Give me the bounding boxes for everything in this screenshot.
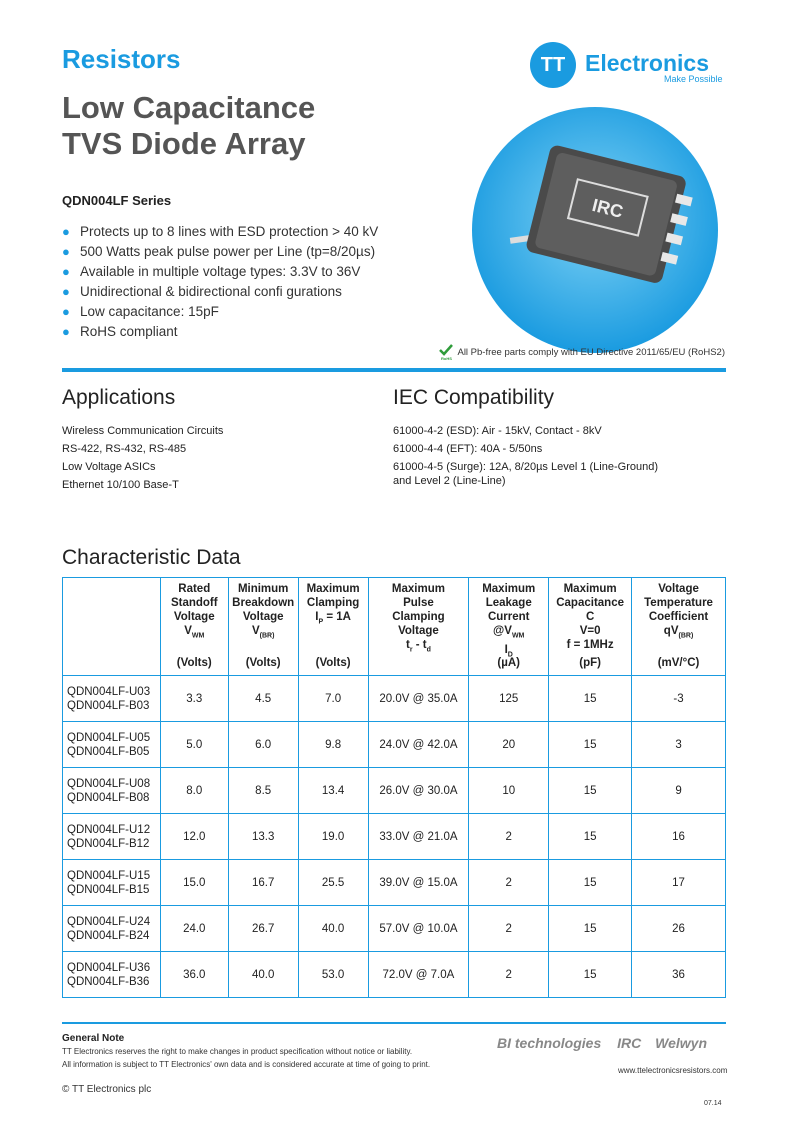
- bullet-icon: ●: [62, 244, 70, 259]
- part-number-cell: QDN004LF-U03 QDN004LF-B03: [63, 676, 161, 722]
- header-unit: (Volts): [245, 657, 281, 669]
- characteristic-heading: Characteristic Data: [62, 546, 241, 569]
- part-number-header: [63, 578, 161, 676]
- header-line: Maximum: [391, 583, 445, 595]
- header-line: Breakdown: [232, 597, 295, 609]
- part-number-cell: QDN004LF-U15 QDN004LF-B15: [63, 860, 161, 906]
- header-unit: (mV/°C): [657, 657, 700, 669]
- header-line: Voltage: [173, 611, 215, 623]
- general-note-line: TT Electronics reserves the right to make changes in product specification without notice or liability.: [62, 1047, 413, 1056]
- header-line: Maximum: [482, 583, 536, 595]
- header-symbol: $@V_{WM}$: [493, 625, 525, 640]
- value-cell: -3: [632, 676, 726, 722]
- feature-list: [62, 222, 378, 342]
- table-header-row: [63, 578, 726, 676]
- value-cell: 26: [632, 906, 726, 952]
- value-cell: 13.3: [228, 814, 298, 860]
- value-cell: 15: [549, 906, 632, 952]
- value-cell: 125: [469, 676, 549, 722]
- iec-list: [393, 422, 658, 490]
- value-cell: 20: [469, 722, 549, 768]
- value-cell: 36.0: [160, 952, 228, 998]
- value-cell: 3.3: [160, 676, 228, 722]
- header-line: Maximum: [563, 583, 617, 595]
- iec-item: 61000-4-4 (EFT): 40A - 5/50ns: [393, 443, 543, 455]
- value-cell: 15: [549, 952, 632, 998]
- header-line: Temperature: [644, 597, 713, 609]
- header-line: Coefficient: [648, 611, 709, 623]
- iec-heading: IEC Compatibility: [393, 386, 555, 409]
- chip-marking: IRC: [590, 194, 626, 222]
- rohs-text: All Pb-free parts comply with EU Directive 2011/65/EU (RoHS2): [457, 347, 725, 358]
- iec-item: and Level 2 (Line-Line): [393, 475, 506, 487]
- header-unit: (pF): [579, 657, 601, 669]
- column-header: [632, 578, 726, 676]
- header-line: Clamping: [306, 597, 360, 609]
- part-number-cell: QDN004LF-U12 QDN004LF-B12: [63, 814, 161, 860]
- feature-item: [62, 302, 378, 322]
- rohs-badge: RoHS: [441, 356, 452, 361]
- feature-item: [62, 222, 378, 242]
- table-row: [63, 676, 726, 722]
- value-cell: 15.0: [160, 860, 228, 906]
- category-label: Resistors: [62, 44, 181, 74]
- value-cell: 15: [549, 676, 632, 722]
- header-symbol: $t_r - t_d$: [405, 639, 431, 654]
- table-row: [63, 722, 726, 768]
- value-cell: 5.0: [160, 722, 228, 768]
- value-cell: 40.0: [298, 906, 368, 952]
- feature-text: RoHS compliant: [80, 324, 178, 339]
- header-line: Minimum: [237, 583, 289, 595]
- header-symbol: $V_{WM}$: [184, 625, 205, 640]
- value-cell: 15: [549, 768, 632, 814]
- bullet-icon: ●: [62, 284, 70, 299]
- header-line: Voltage: [658, 583, 699, 595]
- column-header: [469, 578, 549, 676]
- value-cell: 13.4: [298, 768, 368, 814]
- header-line: Rated: [178, 583, 211, 595]
- part-number-cell: QDN004LF-U36 QDN004LF-B36: [63, 952, 161, 998]
- title-line-1: Low Capacitance: [62, 90, 316, 125]
- title-line-2: TVS Diode Array: [62, 126, 306, 161]
- value-cell: 25.5: [298, 860, 368, 906]
- feature-item: [62, 282, 378, 302]
- table-row: [63, 906, 726, 952]
- column-header: [228, 578, 298, 676]
- value-cell: 2: [469, 814, 549, 860]
- header-unit: (Volts): [176, 657, 212, 669]
- header-line: C: [585, 611, 595, 623]
- application-item: Low Voltage ASICs: [62, 461, 156, 473]
- rohs-note: [439, 344, 725, 361]
- value-cell: 26.7: [228, 906, 298, 952]
- characteristic-table: [62, 577, 726, 998]
- value-cell: 39.0V @ 15.0A: [368, 860, 469, 906]
- value-cell: 53.0: [298, 952, 368, 998]
- bullet-icon: ●: [62, 224, 70, 239]
- value-cell: 12.0: [160, 814, 228, 860]
- applications-list: [62, 422, 223, 494]
- feature-item: [62, 262, 378, 282]
- header-symbol: $I_P = 1A$: [315, 611, 351, 626]
- series-label: QDN004LF Series: [62, 193, 172, 208]
- table-row: [63, 814, 726, 860]
- product-photo: [470, 105, 720, 355]
- application-item: RS-422, RS-432, RS-485: [62, 443, 187, 455]
- feature-text: Low capacitance: 15pF: [80, 304, 219, 319]
- value-cell: 2: [469, 906, 549, 952]
- value-cell: 36: [632, 952, 726, 998]
- value-cell: 9: [632, 768, 726, 814]
- general-note-title: General Note: [62, 1033, 125, 1044]
- table-row: [63, 768, 726, 814]
- header-line: Current: [487, 611, 530, 623]
- bullet-icon: ●: [62, 264, 70, 279]
- value-cell: 16: [632, 814, 726, 860]
- header-line: Standoff: [170, 597, 218, 609]
- application-item: Ethernet 10/100 Base-T: [62, 479, 179, 491]
- header-line: Capacitance: [556, 597, 624, 609]
- value-cell: 8.0: [160, 768, 228, 814]
- column-header: [160, 578, 228, 676]
- feature-text: Unidirectional & bidirectional confi gurations: [80, 284, 342, 299]
- value-cell: 24.0V @ 42.0A: [368, 722, 469, 768]
- value-cell: 15: [549, 860, 632, 906]
- table-row: [63, 952, 726, 998]
- value-cell: 26.0V @ 30.0A: [368, 768, 469, 814]
- value-cell: 6.0: [228, 722, 298, 768]
- welwyn-logo: Welwyn: [655, 1035, 708, 1051]
- value-cell: 24.0: [160, 906, 228, 952]
- column-header: [368, 578, 469, 676]
- footer-divider: [62, 1022, 726, 1024]
- value-cell: 15: [549, 814, 632, 860]
- header-unit: (Volts): [315, 657, 351, 669]
- section-divider: [62, 368, 726, 372]
- bullet-icon: ●: [62, 304, 70, 319]
- irc-logo: IRC: [617, 1035, 642, 1051]
- rohs-check-icon: [439, 344, 453, 361]
- header-line: Leakage: [485, 597, 532, 609]
- header-line: Pulse: [403, 597, 434, 609]
- part-number-cell: QDN004LF-U08 QDN004LF-B08: [63, 768, 161, 814]
- value-cell: 72.0V @ 7.0A: [368, 952, 469, 998]
- header-symbol: $qV_{(BR)}$: [663, 625, 694, 640]
- header-symbol: $I_D$: [504, 644, 513, 659]
- header-line: Clamping: [392, 611, 445, 623]
- page-title: [62, 90, 315, 162]
- date-code: 07.14: [704, 1100, 722, 1107]
- iec-item: 61000-4-2 (ESD): Air - 15kV, Contact - 8kV: [393, 425, 602, 437]
- header-unit: (µA): [497, 657, 521, 669]
- bullet-icon: ●: [62, 324, 70, 339]
- feature-text: 500 Watts peak pulse power per Line (tp=8/20µs): [80, 244, 376, 259]
- bi-technologies-logo: BI technologies: [497, 1035, 602, 1051]
- part-number-cell: QDN004LF-U24 QDN004LF-B24: [63, 906, 161, 952]
- value-cell: 4.5: [228, 676, 298, 722]
- table-row: [63, 860, 726, 906]
- general-note-line: All information is subject to TT Electronics' own data and is considered accurate at time of going to print.: [62, 1060, 431, 1069]
- header-line: Maximum: [306, 583, 360, 595]
- value-cell: 40.0: [228, 952, 298, 998]
- value-cell: 10: [469, 768, 549, 814]
- value-cell: 57.0V @ 10.0A: [368, 906, 469, 952]
- header-line: V=0: [579, 625, 601, 637]
- header-line: Voltage: [242, 611, 284, 623]
- applications-heading: Applications: [62, 386, 176, 409]
- feature-item: [62, 322, 378, 342]
- tt-logo-icon: [530, 42, 576, 88]
- value-cell: 19.0: [298, 814, 368, 860]
- feature-item: [62, 242, 378, 262]
- iec-item: 61000-4-5 (Surge): 12A, 8/20µs Level 1 (Line-Ground): [393, 461, 658, 473]
- value-cell: 20.0V @ 35.0A: [368, 676, 469, 722]
- value-cell: 16.7: [228, 860, 298, 906]
- value-cell: 9.8: [298, 722, 368, 768]
- part-number-cell: QDN004LF-U05 QDN004LF-B05: [63, 722, 161, 768]
- value-cell: 7.0: [298, 676, 368, 722]
- application-item: Wireless Communication Circuits: [62, 425, 224, 437]
- header-symbol: $V_{(BR)}$: [251, 625, 275, 640]
- feature-text: Protects up to 8 lines with ESD protection > 40 kV: [80, 224, 379, 239]
- column-header: [298, 578, 368, 676]
- value-cell: 2: [469, 860, 549, 906]
- value-cell: 8.5: [228, 768, 298, 814]
- value-cell: 3: [632, 722, 726, 768]
- column-header: [549, 578, 632, 676]
- website-link[interactable]: www.ttelectronicsresistors.com: [618, 1066, 728, 1075]
- logo-name: Electronics: [585, 50, 709, 76]
- value-cell: 15: [549, 722, 632, 768]
- header-line: f = 1MHz: [566, 639, 614, 651]
- logo-monogram: TT: [540, 54, 566, 76]
- copyright: © TT Electronics plc: [62, 1084, 152, 1095]
- value-cell: 33.0V @ 21.0A: [368, 814, 469, 860]
- value-cell: 17: [632, 860, 726, 906]
- logo-tagline: Make Possible: [664, 74, 723, 84]
- feature-text: Available in multiple voltage types: 3.3V to 36V: [80, 264, 361, 279]
- header-line: Voltage: [398, 625, 439, 637]
- brand-logos: [497, 1035, 707, 1051]
- value-cell: 2: [469, 952, 549, 998]
